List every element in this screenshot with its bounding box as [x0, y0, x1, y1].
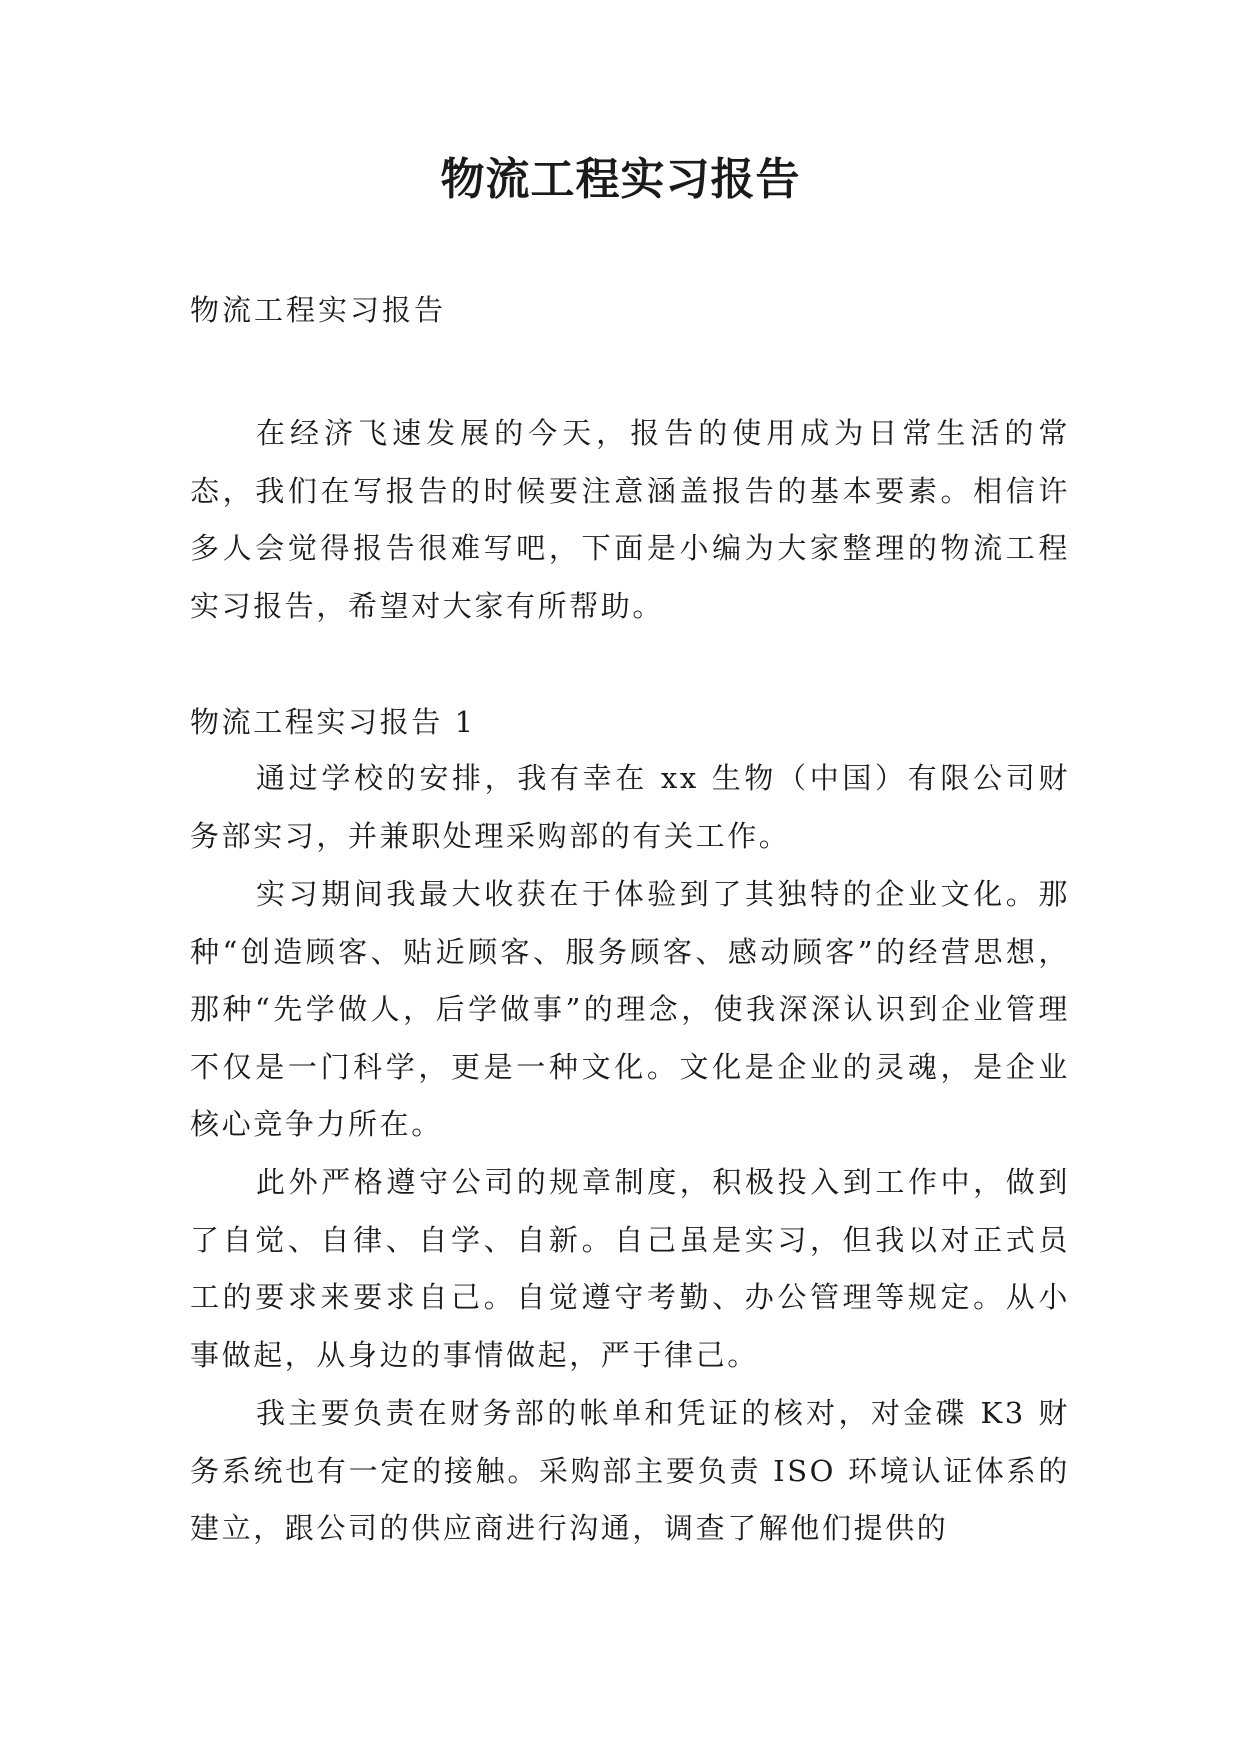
- body-paragraph-2: 实习期间我最大收获在于体验到了其独特的企业文化。那种“创造顾客、贴近顾客、服务顾客、感动顾客”的经营思想，那种“先学做人，后学做事”的理念，使我深深认识到企业管理不仅是一门科学，更是一种文化。文化是企业的灵魂，是企业核心竞争力所在。: [190, 877, 1070, 1142]
- intro-paragraph: 在经济飞速发展的今天，报告的使用成为日常生活的常态，我们在写报告的时候要注意涵盖报告的基本要素。相信许多人会觉得报告很难写吧，下面是小编为大家整理的物流工程实习报告，希望对大家有所帮助。: [190, 416, 1070, 623]
- section-heading: 物流工程实习报告 1: [190, 705, 476, 739]
- body-paragraph-4: 我主要负责在财务部的帐单和凭证的核对，对金碟 K3 财务系统也有一定的接触。采购部主要负责 ISO 环境认证体系的建立，跟公司的供应商进行沟通，调查了解他们提供的: [190, 1396, 1070, 1546]
- document-title: 物流工程实习报告: [440, 154, 801, 205]
- document-subtitle: 物流工程实习报告: [190, 293, 447, 327]
- body-paragraph-3: 此外严格遵守公司的规章制度，积极投入到工作中，做到了自觉、自律、自学、自新。自己虽是实习，但我以对正式员工的要求来要求自己。自觉遵守考勤、办公管理等规定。从小事做起，从身边的事情做起，严于律己。: [190, 1165, 1070, 1372]
- body-paragraph-1: 通过学校的安排，我有幸在 xx 生物（中国）有限公司财务部实习，并兼职处理采购部的有关工作。: [190, 761, 1070, 853]
